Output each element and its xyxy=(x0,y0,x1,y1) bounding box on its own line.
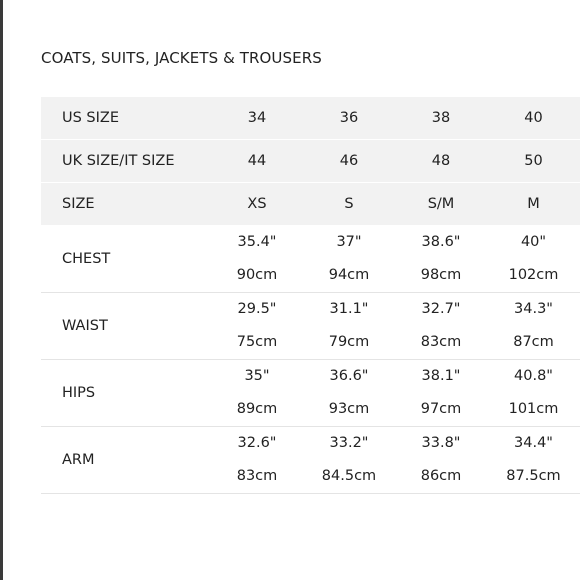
row-label: SIZE xyxy=(41,183,211,226)
cm-value: 87cm xyxy=(513,334,554,350)
inches-value: 32.7" xyxy=(421,301,461,317)
left-edge-rule xyxy=(0,0,3,580)
measure-cell xyxy=(211,427,303,494)
size-cell: 46 xyxy=(303,140,395,183)
measure-cell xyxy=(395,293,487,360)
measure-cell xyxy=(487,427,580,494)
page-title: COATS, SUITS, JACKETS & TROUSERS xyxy=(41,49,322,67)
cm-value: 101cm xyxy=(508,401,559,417)
size-chart-table xyxy=(41,97,580,494)
row-label: UK SIZE/IT SIZE xyxy=(41,140,211,183)
size-cell: S/M xyxy=(395,183,487,226)
size-cell: 44 xyxy=(211,140,303,183)
inches-value: 37" xyxy=(336,234,362,250)
measure-cell xyxy=(395,427,487,494)
inches-value: 32.6" xyxy=(237,435,277,451)
inches-value: 34.4" xyxy=(514,435,553,451)
row-chest xyxy=(41,226,580,293)
row-size xyxy=(41,183,580,226)
measure-cell xyxy=(487,226,580,293)
size-cell: XS xyxy=(211,183,303,226)
inches-value: 38.1" xyxy=(421,368,461,384)
inches-value: 38.6" xyxy=(421,234,461,250)
row-us-size xyxy=(41,97,580,140)
size-cell: 50 xyxy=(487,140,580,183)
inches-value: 31.1" xyxy=(329,301,369,317)
inches-value: 40.8" xyxy=(514,368,553,384)
cm-value: 98cm xyxy=(420,267,462,283)
row-waist xyxy=(41,293,580,360)
inches-value: 35.4" xyxy=(237,234,277,250)
inches-value: 29.5" xyxy=(237,301,277,317)
cm-value: 79cm xyxy=(328,334,370,350)
measure-cell xyxy=(487,293,580,360)
size-cell: 34 xyxy=(211,97,303,140)
measure-cell xyxy=(303,226,395,293)
measure-cell xyxy=(395,226,487,293)
row-label: ARM xyxy=(41,427,211,494)
cm-value: 90cm xyxy=(236,267,278,283)
measure-cell xyxy=(487,360,580,427)
cm-value: 83cm xyxy=(420,334,462,350)
cm-value: 93cm xyxy=(328,401,370,417)
cm-value: 75cm xyxy=(236,334,278,350)
cm-value: 94cm xyxy=(328,267,370,283)
row-label: WAIST xyxy=(41,293,211,360)
measure-cell xyxy=(211,226,303,293)
row-label: HIPS xyxy=(41,360,211,427)
inches-value: 33.2" xyxy=(329,435,369,451)
measure-cell xyxy=(395,360,487,427)
measure-cell xyxy=(211,293,303,360)
inches-value: 34.3" xyxy=(514,301,553,317)
measure-cell xyxy=(211,360,303,427)
inches-value: 33.8" xyxy=(421,435,461,451)
cm-value: 84.5cm xyxy=(321,468,377,484)
size-cell: 40 xyxy=(487,97,580,140)
inches-value: 40" xyxy=(520,234,547,250)
cm-value: 87.5cm xyxy=(506,468,561,484)
row-label: CHEST xyxy=(41,226,211,293)
inches-value: 36.6" xyxy=(329,368,369,384)
size-cell: S xyxy=(303,183,395,226)
cm-value: 97cm xyxy=(420,401,462,417)
size-cell: 36 xyxy=(303,97,395,140)
measure-cell xyxy=(303,360,395,427)
cm-value: 89cm xyxy=(236,401,278,417)
row-label: US SIZE xyxy=(41,97,211,140)
size-cell: 38 xyxy=(395,97,487,140)
size-cell: M xyxy=(487,183,580,226)
cm-value: 102cm xyxy=(508,267,559,283)
row-uk-it-size xyxy=(41,140,580,183)
measure-cell xyxy=(303,427,395,494)
size-cell: 48 xyxy=(395,140,487,183)
inches-value: 35" xyxy=(244,368,270,384)
measure-cell xyxy=(303,293,395,360)
cm-value: 83cm xyxy=(236,468,278,484)
row-hips xyxy=(41,360,580,427)
row-arm xyxy=(41,427,580,494)
cm-value: 86cm xyxy=(420,468,462,484)
